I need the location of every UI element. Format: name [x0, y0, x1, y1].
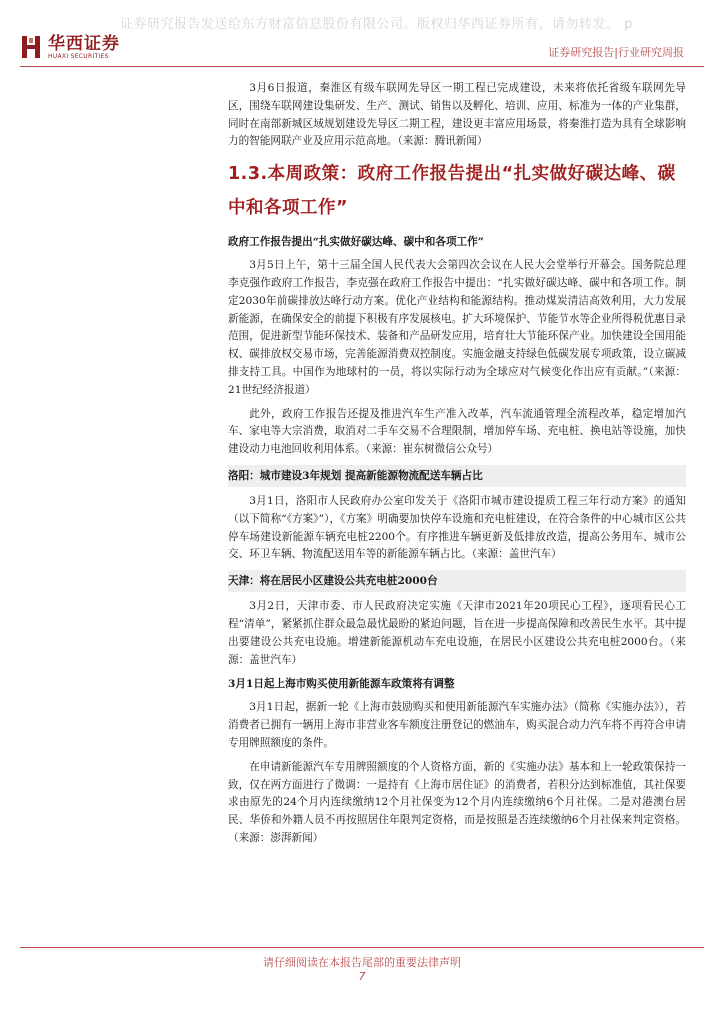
logo-name-en: HUAXI SECURITIES	[48, 52, 109, 60]
policy-paragraph: 3月1日起，据新一轮《上海市鼓励购买和使用新能源汽车实施办法》（简称《实施办法》），若消费者已拥有一辆用上海市非营业客车额度注册登记的燃油车，购买混合动力汽车将不再符合申请专用牌照额度的条件。	[228, 701, 686, 749]
policy-paragraph: 3月2日，天津市委、市人民政府决定实施《天津市2021年20项民心工程》，逐项看民心工程“清单”，紧紧抓住群众最急最忧最盼的紧迫问题，旨在进一步提高保障和改善民生水平。其中提出要建设公共充电设施。增建新能源机动车充电设施，在居民小区建设公共充电桩2000台。（来源：盖世汽车）	[228, 600, 686, 666]
policy-heading: 洛阳：城市建设3年规划 提高新能源物流配送车辆占比	[228, 465, 686, 487]
logo-name-cn: 华西证券	[48, 33, 120, 54]
footer-divider	[20, 947, 704, 948]
intro-paragraph: 3月6日报道，秦淮区有级车联网先导区一期工程已完成建设，未来将依托省级车联网先导区，围绕车联网建设集研发、生产、测试、销售以及孵化、培训、应用、标准为一体的产业集群，同时在南部新城区域规划建设先导区二期工程，建设更丰富应用场景，将秦淮打造为具有全球影响力的智能网联产业及应用示范高地。（来源：腾讯新闻）	[228, 82, 686, 148]
section-title: 1.3.本周政策：政府工作报告提出“扎实做好碳达峰、碳中和各项工作”	[228, 164, 676, 219]
report-body	[228, 80, 686, 854]
policy-heading: 天津：将在居民小区建设公共充电桩2000台	[228, 570, 686, 592]
policy-paragraph: 此外，政府工作报告还提及推进汽车生产准入改革，汽车流通管理全流程改革，稳定增加汽车、家电等大宗消费，取消对二手车交易不合理限制，增加停车场、充电桩、换电站等设施，加快建设动力电池回收利用体系。（来源：崔东树微信公众号）	[228, 407, 686, 456]
header-divider	[20, 66, 704, 67]
policy-paragraph: 3月5日上午，第十三届全国人民代表大会第四次会议在人民大会堂举行开幕会。国务院总理李克强作政府工作报告，李克强在政府工作报告中提出：“扎实做好碳达峰、碳中和各项工作。制定2030年前碳排放达峰行动方案。优化产业结构和能源结构。推动煤炭清洁高效利用，大力发展新能源，在确保安全的前提下积极有序发展核电。扩大环境保护、节能节水等企业所得税优惠目录范围，促进新型节能环保技术、装备和产品研发应用，培育壮大节能环保产业。加快建设全国用能权、碳排放权交易市场，完善能源消费双控制度。实施金融支持绿色低碳发展专项政策，设立碳减排支持工具。中国作为地球村的一员，将以实际行动为全球应对气候变化作出应有贡献。”（来源：21世纪经济报道）	[228, 259, 686, 396]
policy-heading: 政府工作报告提出“扎实做好碳达峰、碳中和各项工作”	[228, 236, 484, 249]
legal-notice: 请仔细阅读在本报告尾部的重要法律声明	[263, 956, 461, 969]
page-number: 7	[358, 970, 366, 983]
report-type-label: 证券研究报告|行业研究周报	[548, 46, 684, 59]
logo-icon	[20, 34, 42, 60]
policy-paragraph: 3月1日，洛阳市人民政府办公室印发关于《洛阳市城市建设提质工程三年行动方案》的通知（以下简称“《方案》”），《方案》明确要加快停车设施和充电桩建设，在符合条件的中心城市区公共停车场建设新能源车辆充电桩2200个。有序推进车辆更新及低排放改造，提高公务用车、城市公交、环卫车辆、物流配送用车等的新能源车辆占比。（来源：盖世汽车）	[228, 494, 686, 561]
company-logo	[20, 34, 120, 60]
policy-paragraph: 在申请新能源汽车专用牌照额度的个人资格方面，新的《实施办法》基本和上一轮政策保持一致，仅在两方面进行了微调：一是持有《上海市居住证》的消费者，若积分达到标准值，其社保要求由原先的24个月内连续缴纳12个月社保变为12个月内连续缴纳6个月社保。二是对港澳台居民、华侨和外籍人员不再按照居住年限判定资格，而是按照是否连续缴纳6个月社保来判定资格。（来源：澎湃新闻）	[228, 760, 686, 844]
policy-heading: 3月1日起上海市购买使用新能源车政策将有调整	[228, 678, 455, 691]
policy-blocks	[228, 233, 686, 848]
watermark: 证券研究报告发送给东方财富信息股份有限公司。版权归华西证券所有，请勿转发。 p	[120, 17, 633, 32]
